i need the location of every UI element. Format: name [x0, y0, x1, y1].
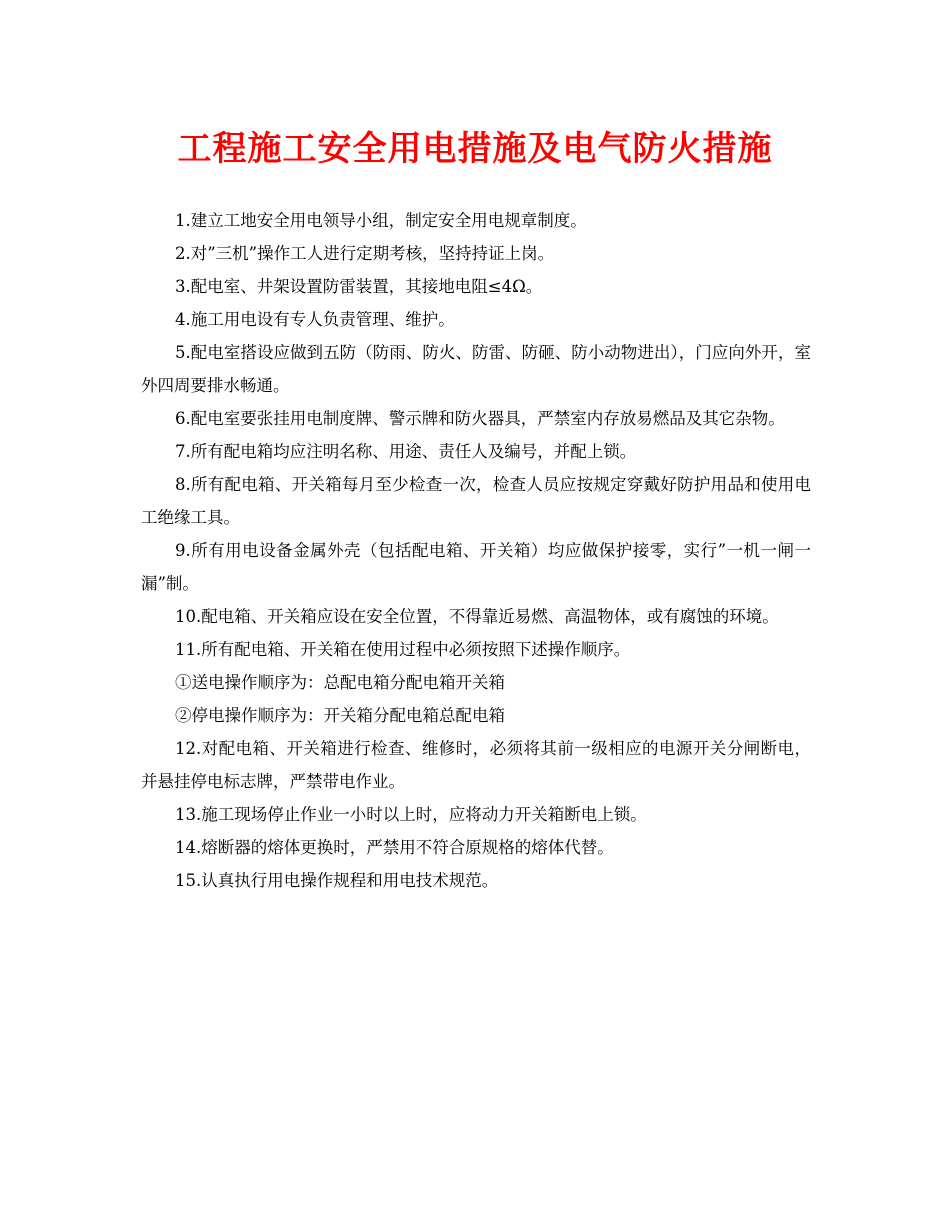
paragraph-13: 13.施工现场停止作业一小时以上时，应将动力开关箱断电上锁。	[175, 805, 647, 824]
paragraph-1: 1.建立工地安全用电领导小组，制定安全用电规章制度。	[175, 211, 587, 230]
paragraph-3: 3.配电室、井架设置防雷装置，其接地电阻≤4Ω。	[175, 277, 543, 296]
paragraph-11: 11.所有配电箱、开关箱在使用过程中必须按照下述操作顺序。	[175, 640, 631, 659]
paragraph-15: 15.认真执行用电操作规程和用电技术规范。	[175, 871, 499, 890]
paragraph-12: 12.对配电箱、开关箱进行检查、维修时，必须将其前一级相应的电源开关分闸断电，并悬挂停电标志牌，严禁带电作业。	[141, 739, 811, 791]
paragraph-4: 4.施工用电设有专人负责管理、维护。	[175, 310, 455, 329]
paragraph-2: 2.对”三机”操作工人进行定期考核，坚持持证上岗。	[175, 244, 555, 263]
paragraph-6: 6.配电室要张挂用电制度牌、警示牌和防火器具，严禁室内存放易燃品及其它杂物。	[175, 409, 785, 428]
document-body	[141, 204, 811, 897]
paragraph-10: 10.配电箱、开关箱应设在安全位置，不得靠近易燃、高温物体，或有腐蚀的环境。	[175, 607, 779, 626]
paragraph-8: 8.所有配电箱、开关箱每月至少检查一次，检查人员应按规定穿戴好防护用品和使用电工绝缘工具。	[141, 475, 811, 527]
paragraph-9: 9.所有用电设备金属外壳（包括配电箱、开关箱）均应做保护接零，实行”一机一闸一漏”制。	[141, 541, 811, 593]
paragraph-7: 7.所有配电箱均应注明名称、用途、责任人及编号，并配上锁。	[175, 442, 637, 461]
document-title: 工程施工安全用电措施及电气防火措施	[177, 129, 773, 169]
paragraph-11-step-1: ①送电操作顺序为：总配电箱分配电箱开关箱	[175, 673, 505, 692]
paragraph-11-step-2: ②停电操作顺序为：开关箱分配电箱总配电箱	[175, 706, 505, 725]
paragraph-14: 14.熔断器的熔体更换时，严禁用不符合原规格的熔体代替。	[175, 838, 614, 857]
paragraph-5: 5.配电室搭设应做到五防（防雨、防火、防雷、防砸、防小动物进出），门应向外开，室外四周要排水畅通。	[141, 343, 811, 395]
